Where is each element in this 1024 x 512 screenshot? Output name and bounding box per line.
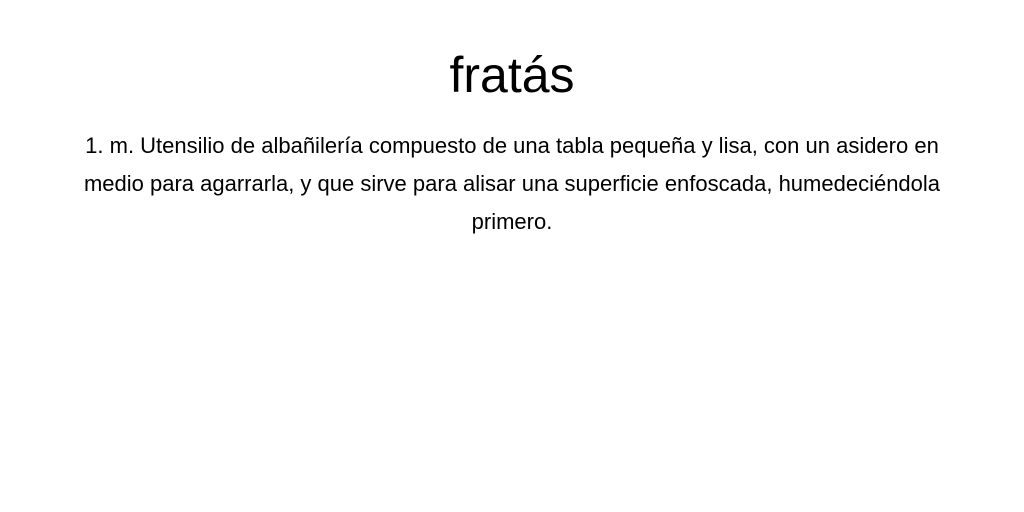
definition-text: 1. m. Utensilio de albañilería compuesto de una tabla pequeña y lisa, con un asidero en medio para agarrarla, y que sirve para alisar una superficie enfoscada, humedeciéndola primero. xyxy=(83,133,941,234)
headword: fratás xyxy=(449,47,575,103)
